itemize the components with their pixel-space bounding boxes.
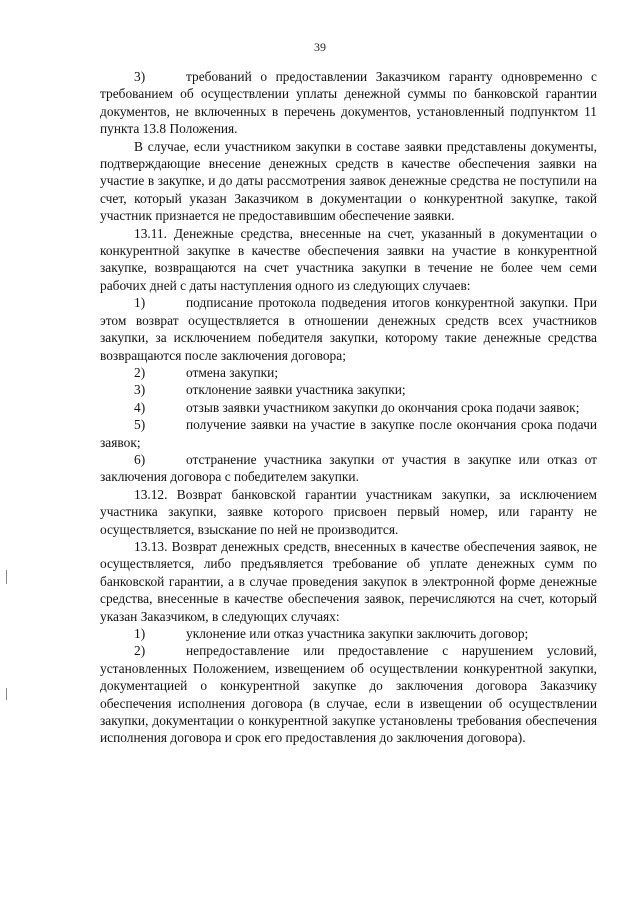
list-item — [100, 451, 597, 486]
list-item — [100, 399, 597, 416]
list-item-text: отстранение участника закупки от участия в закупке или отказ от заключения договора с победителем закупки. — [100, 451, 597, 485]
paragraph: 13.13. Возврат денежных средств, внесенных в качестве обеспечения заявок, не осуществляется, либо предъявляется требование об уплате денежных сумм по банковской гарантии, а в случае проведения закупок в электронной форме денежные средства, внесенные в качестве обеспечения заявок, перечисляются на счет, который указан Заказчиком, в следующих случаях: — [100, 538, 597, 624]
list-item-text: подписание протокола подведения итогов конкурентной закупки. При этом возврат осуществляется в отношении денежных средств всех участников закупки, за исключением победителя закупки, которому такие денежные средства возвращаются после заключения договора; — [100, 295, 597, 363]
list-item-text: непредоставление или предоставление с нарушением условий, установленных Положением, извещением об осуществлении конкурентной закупки, документацией о конкурентной закупке до заключения договора Заказчику обеспечения исполнения договора (в случае, если в извещении об осуществлении закупки, документации о конкурентной закупке установлены требования обеспечения исполнения договора и срок его предоставления до заключения договора). — [100, 643, 597, 746]
list-item-text: отзыв заявки участником закупки до окончания срока подачи заявок; — [186, 399, 580, 415]
list-item — [100, 642, 597, 746]
list-item-text: получение заявки на участие в закупке после окончания срока подачи заявок; — [100, 417, 597, 450]
list-item — [100, 294, 597, 364]
document-body — [100, 68, 597, 747]
list-item-number: 6) — [134, 451, 146, 467]
scan-artifact — [6, 570, 7, 584]
list-item-number: 3) — [134, 69, 146, 84]
paragraph: 13.11. Денежные средства, внесенные на счет, указанный в документации о конкурентной закупке в качестве обеспечения заявки на участие в конкурентной закупке, возвращаются на счет участника закупки в течение не более чем семи рабочих дней с даты наступления одного из следующих случаев: — [100, 225, 597, 293]
list-item — [100, 416, 597, 451]
list-item — [100, 381, 597, 398]
list-item — [100, 364, 597, 381]
list-item-number: 2) — [134, 364, 146, 380]
list-item — [100, 68, 597, 138]
list-item-number: 4) — [134, 399, 146, 415]
scan-artifact — [6, 688, 7, 700]
list-item-text: требований о предоставлении Заказчиком гаранту одновременно с требованием об осуществлении уплаты денежной суммы по банковской гарантии документов, не включенных в перечень документов, установленный подпунктом 11 пункта 13.8 Положения. — [100, 69, 597, 137]
list-item-text: отклонение заявки участника закупки; — [186, 382, 406, 398]
paragraph: 13.12. Возврат банковской гарантии участникам закупки, за исключением участника закупки, заявке которого присвоен первый номер, или гаранту не осуществляется, взыскание по ней не производится. — [100, 486, 597, 537]
list-item-number: 5) — [134, 417, 146, 433]
list-item-number: 3) — [134, 382, 146, 398]
list-item — [100, 625, 597, 642]
list-item-number: 1) — [134, 626, 146, 641]
paragraph: В случае, если участником закупки в составе заявки представлены документы, подтверждающие внесение денежных средств в качестве обеспечения заявки на участие в закупке, и до даты рассмотрения заявок денежные средства не поступили на счет, который указан Заказчиком в документации о конкурентной закупке, такой участник признается не предоставившим обеспечение заявки. — [100, 138, 597, 224]
list-item-text: уклонение или отказ участника закупки заключить договор; — [186, 626, 529, 641]
list-item-text: отмена закупки; — [186, 364, 279, 380]
list-item-number: 2) — [134, 643, 146, 659]
list-item-number: 1) — [134, 295, 146, 311]
page-number: 39 — [314, 40, 326, 54]
